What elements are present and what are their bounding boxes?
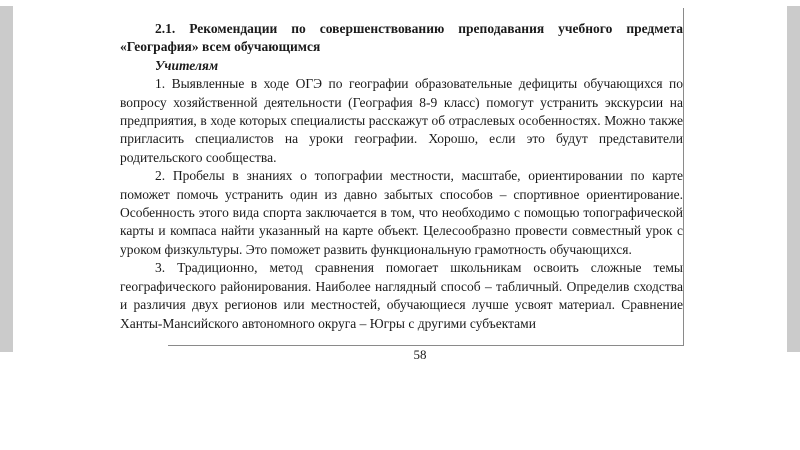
section-heading: 2.1. Рекомендации по совершенствованию преподавания учебного предмета «География» всем обучающимся <box>120 21 683 55</box>
page-number <box>405 346 435 362</box>
right-page-edge <box>787 6 800 352</box>
paragraph-3: 3. Традиционно, метод сравнения помогает школьникам освоить сложные темы географического районирования. Наиболее наглядный способ – табличный. Определив сходства и различия двух регионов или местностей, обучающиеся лучше усвоят материал. Сравнение Ханты-Мансийского автономного округа – Югры с другими субъектами <box>120 260 683 331</box>
paragraph-1: 1. Выявленные в ходе ОГЭ по географии образовательные дефициты обучающихся по вопросу хозяйственной деятельности (География 8-9 класс) помогут устранить экскурсии на предприятия, в ходе которых специалисты расскажут об отраслевых особенностях. Можно также пригласить специалистов на уроки географии. Хорошо, если это будут представители родительского сообщества. <box>120 76 683 165</box>
paragraph-2: 2. Пробелы в знаниях о топографии местности, масштабе, ориентировании по карте поможет помочь устранить один из давно забытых способов – спортивное ориентирование. Особенность этого вида спорта заключается в том, что необходимо с помощью топографической карты и компаса найти указанный на карте объект. Целесообразно провести совместный урок с уроком физкультуры. Это поможет развить функциональную грамотность обучающихся. <box>120 168 683 257</box>
page-number-text: 58 <box>413 347 427 362</box>
audience-subheading: Учителям <box>155 57 219 73</box>
document-page <box>120 20 683 333</box>
page-border-right <box>683 8 684 346</box>
left-page-edge <box>0 6 13 352</box>
